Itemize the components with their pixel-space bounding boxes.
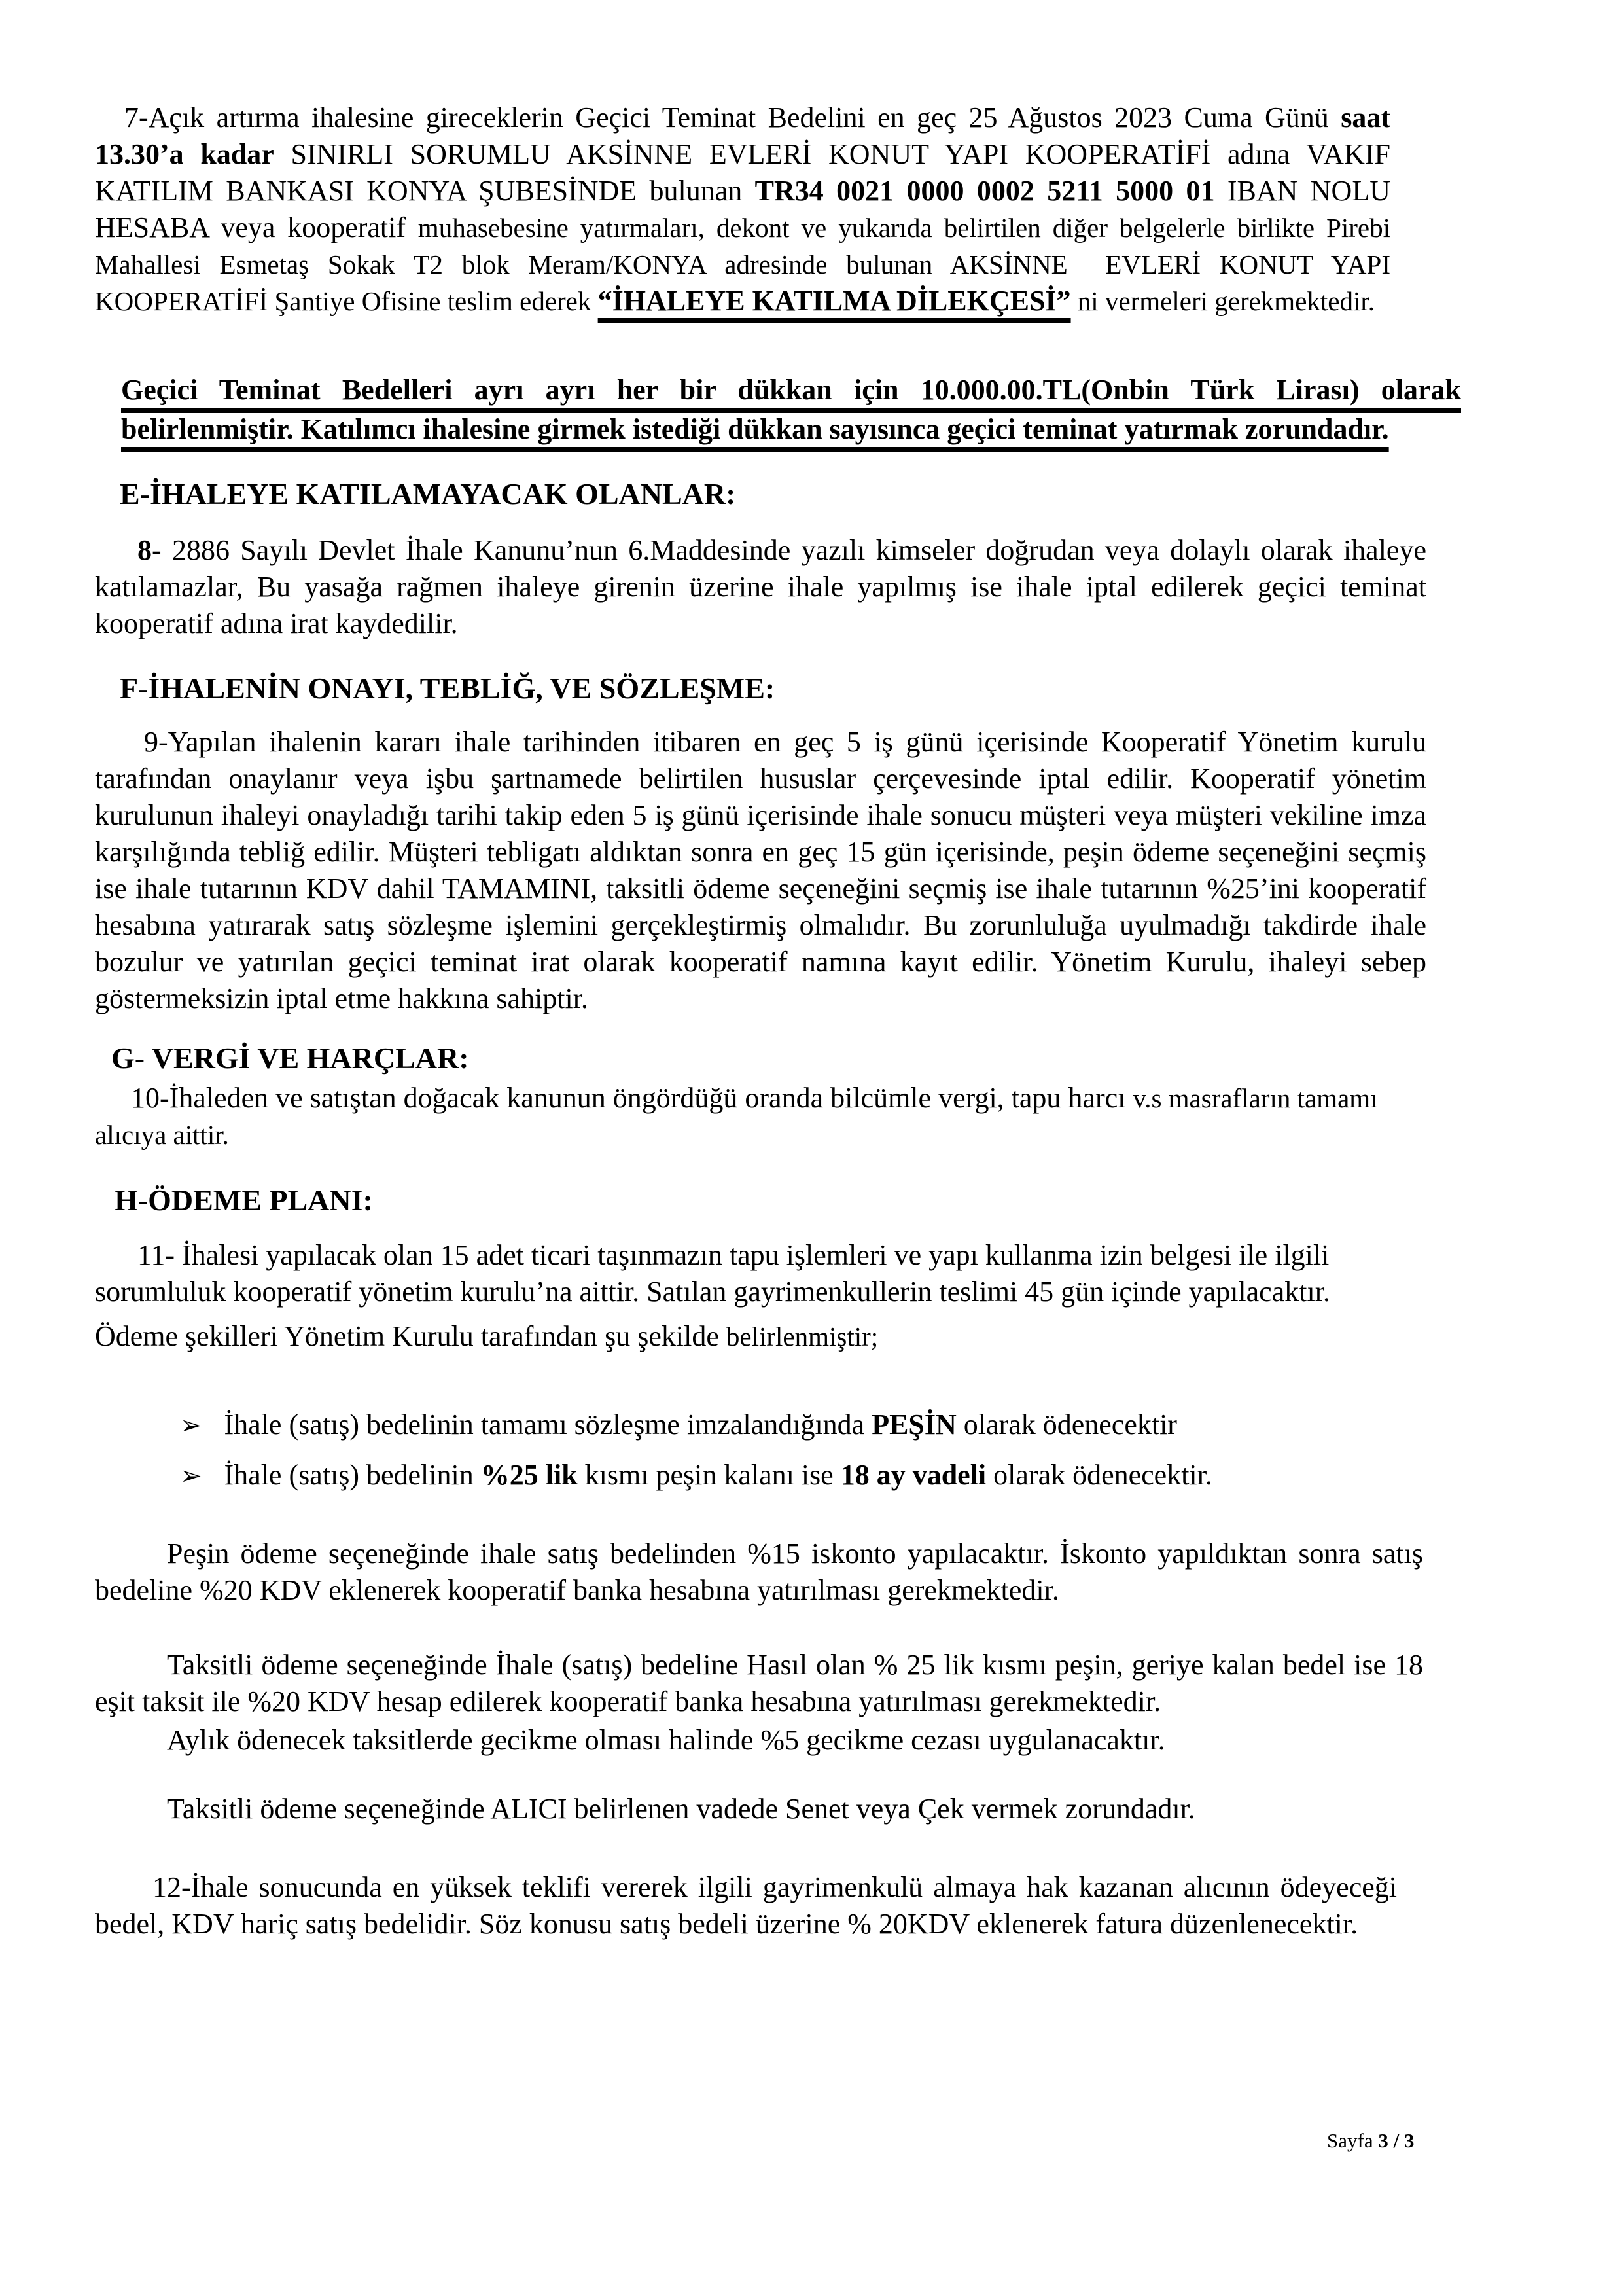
section-heading-e: E-İHALEYE KATILAMAYACAK OLANLAR:	[120, 477, 736, 511]
arrow-bullet-icon: ➢	[180, 1461, 202, 1491]
paragraph-late-penalty: Aylık ödenecek taksitlerde gecikme olması halinde %5 gecikme cezası uygulanacaktır.	[167, 1724, 1165, 1756]
paragraph-11-title-deeds: 11- İhalesi yapılacak olan 15 adet ticari taşınmazın tapu işlemleri ve yapı kullanma izin belgesi ile ilgili sorumluluk kooperatif yönetim kurulu’na aittir. Satılan gayrimenkullerin teslimi 45 gün içinde yapılacaktır.	[95, 1239, 1330, 1308]
page-number-footer	[1327, 2128, 1414, 2153]
paragraph-installment-terms: Taksitli ödeme seçeneğinde İhale (satış) bedeline Hasıl olan % 25 lik kısmı peşin, geriye kalan bedel ise 18 eşit taksit ile %20 KDV hesap edilerek kooperatif banka hesabına yatırılması gerekmektedir.	[95, 1649, 1423, 1717]
section-heading-h: H-ÖDEME PLANI:	[115, 1183, 373, 1217]
page-number-label: Sayfa	[1327, 2129, 1379, 2152]
paragraph-7-deposit-payment: 7-Açık artırma ihalesine gireceklerin Geçici Teminat Bedelini en geç 25 Ağustos 2023 Cuma Günü saat 13.30’a kadar SINIRLI SORUMLU AKSİNNE EVLERİ KONUT YAPI KOOPERATİFİ adına VAKIF KATILIM BANKASI KONYA ŞUBESİNDE bulunan TR34 0021 0000 0002 5211 5000 01 IBAN NOLU HESABA veya kooperatif muhasebesine yatırmaları, dekont ve yukarıda belirtilen diğer belgelerle birlikte Pirebi Mahallesi Esmetaş Sokak T2 blok Meram/KONYA adresinde bulunan AKSİNNE EVLERİ KONUT YAPI KOOPERATİFİ Şantiye Ofisine teslim ederek “İHALEYE KATILMA DİLEKÇESİ” ni vermeleri gerekmektedir.	[95, 101, 1391, 317]
paragraph-12-invoice: 12-İhale sonucunda en yüksek teklifi vererek ilgili gayrimenkulü almaya hak kazanan alıcının ödeyeceği bedel, KDV hariç satış bedelidir. Söz konusu satış bedeli üzerine % 20KDV eklenerek fatura düzenlenecektir.	[95, 1871, 1397, 1940]
paragraph-10-taxes: 10-İhaleden ve satıştan doğacak kanunun öngördüğü oranda bilcümle vergi, tapu harcı v.s masrafların tamamı alıcıya aittir.	[95, 1082, 1378, 1150]
list-item-cash-payment	[180, 1407, 1423, 1444]
section-heading-f: F-İHALENİN ONAYI, TEBLİĞ, VE SÖZLEŞME:	[120, 672, 775, 705]
paragraph-9-approval: 9-Yapılan ihalenin kararı ihale tarihinden itibaren en geç 5 iş günü içerisinde Kooperatif Yönetim kurulu tarafından onaylanır veya işbu şartnamede belirtilen hususlar çerçevesinde iptal edilir. Kooperatif yönetim kurulunun ihaleyi onayladığı tarihi takip eden 5 iş günü içerisinde ihale sonucu müşteri veya müşteri vekiline imza karşılığında tebliğ edilir. Müşteri tebligatı aldıktan sonra en geç 15 gün içerisinde, peşin ödeme seçeneğini seçmiş ise ihale tutarının KDV dahil TAMAMINI, taksitli ödeme seçeneğini seçmiş ise ihale tutarının %25’ini kooperatif hesabına yatırarak satış sözleşme işlemini gerçekleştirmiş olmalıdır. Bu zorunluluğa uyulmadığı takdirde ihale bozulur ve yatırılan geçici teminat irat olarak kooperatif namına kayıt edilir. Yönetim Kurulu, ihaleyi sebep göstermeksizin iptal etme hakkına sahiptir.	[95, 726, 1426, 1014]
paragraph-8-exclusions: 8- 2886 Sayılı Devlet İhale Kanunu’nun 6.Maddesinde yazılı kimseler doğrudan veya dolaylı olarak ihaleye katılamazlar, Bu yasağa rağmen ihaleye girenin üzerine ihale yapılmış ise ihale iptal edilerek geçici teminat kooperatif adına irat kaydedilir.	[95, 534, 1426, 639]
paragraph-cash-discount: Peşin ödeme seçeneğinde ihale satış bedelinden %15 iskonto yapılacaktır. İskonto yapıldıktan sonra satış bedeline %20 KDV eklenerek kooperatif banka hesabına yatırılması gerekmektedir.	[95, 1537, 1423, 1606]
list-item-text: İhale (satış) bedelinin %25 lik kısmı peşin kalanı ise 18 ay vadeli olarak ödenecektir.	[224, 1459, 1212, 1491]
payment-methods-intro: Ödeme şekilleri Yönetim Kurulu tarafından şu şekilde belirlenmiştir;	[95, 1320, 879, 1352]
paragraph-promissory-note: Taksitli ödeme seçeneğinde ALICI belirlenen vadede Senet veya Çek vermek zorundadır.	[167, 1793, 1195, 1825]
list-item-installment-payment	[180, 1457, 1423, 1494]
list-item-text: İhale (satış) bedelinin tamamı sözleşme imzalandığında PEŞİN olarak ödenecektir	[224, 1408, 1177, 1441]
deposit-amount-notice: Geçici Teminat Bedelleri ayrı ayrı her bir dükkan için 10.000.00.TL(Onbin Türk Lirası) olarak belirlenmiştir. Katılımcı ihalesine girmek istediği dükkan sayısınca geçici teminat yatırmak zorundadır.	[121, 374, 1461, 445]
page-number-value: 3 / 3	[1378, 2129, 1415, 2152]
payment-options-list	[95, 1407, 1423, 1494]
arrow-bullet-icon: ➢	[180, 1410, 202, 1441]
section-heading-g: G- VERGİ VE HARÇLAR:	[111, 1041, 469, 1075]
